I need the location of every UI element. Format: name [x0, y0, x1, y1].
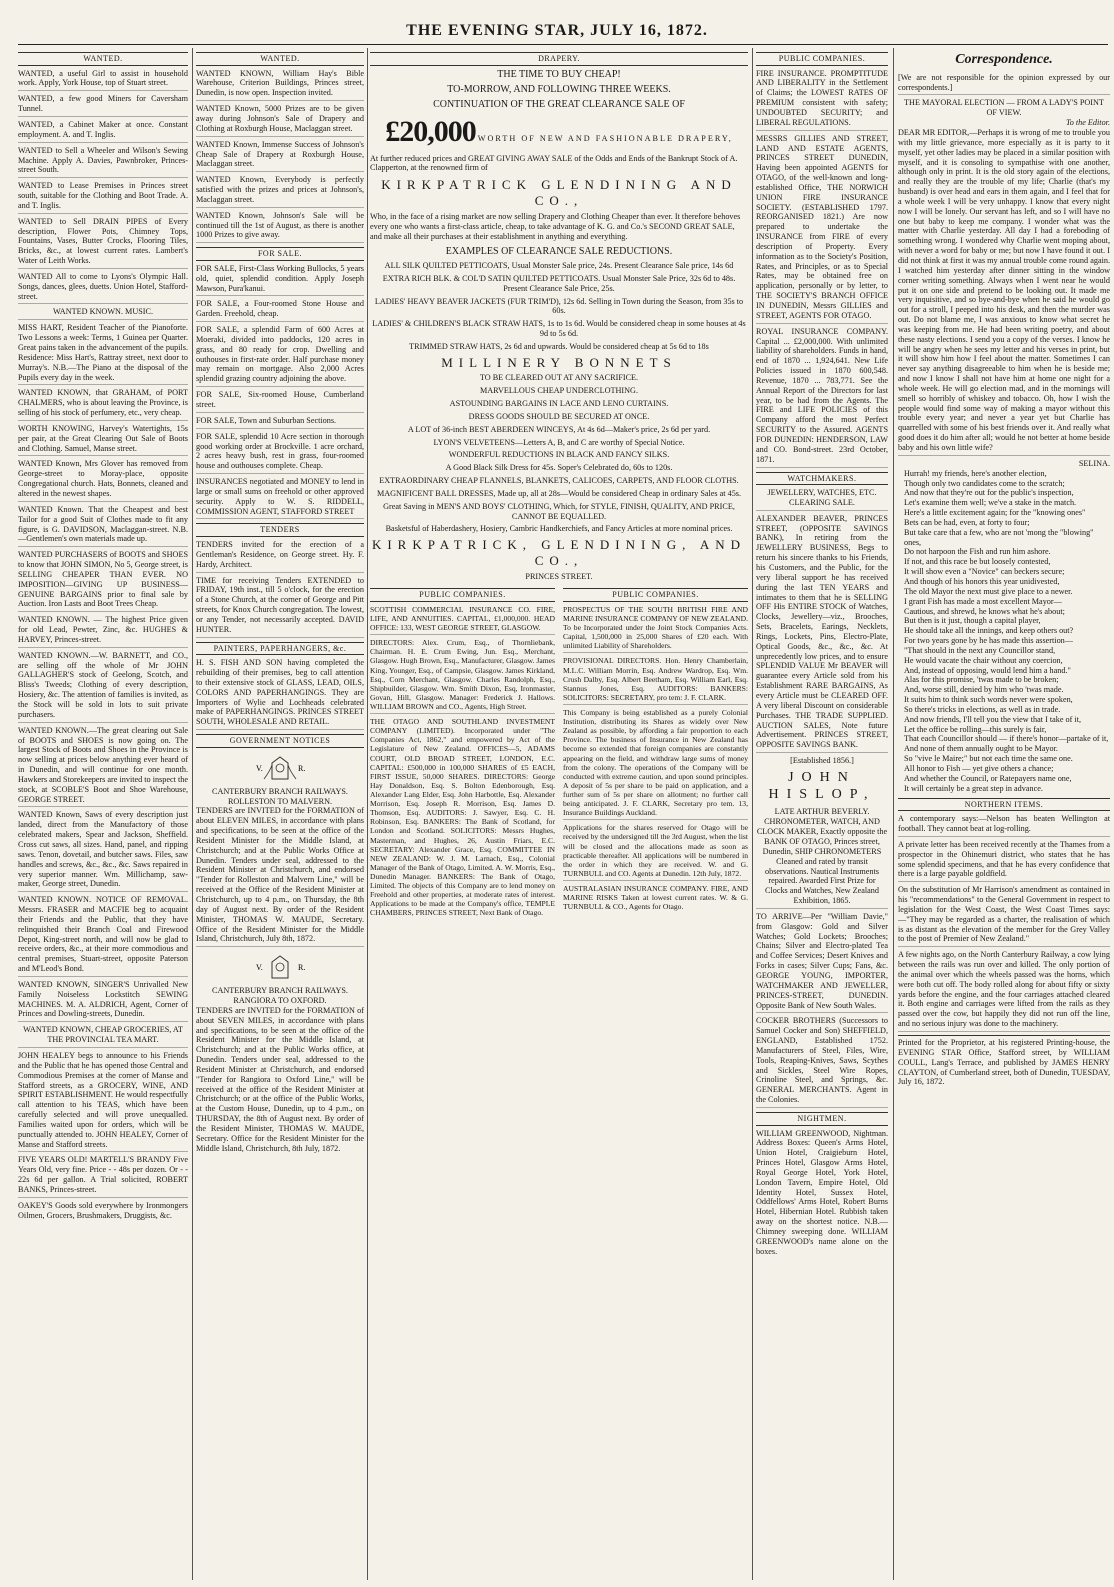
public-companies-right	[563, 584, 748, 922]
insurance-ad: MESSRS GILLIES AND STREET, LAND AND ESTATE AGENTS, PRINCES STREET DUNEDIN, Having been appointed AGENTS for OTAGO, of the well-known and long-established Office, THE NORWICH UNION FIRE INSURANCE SOCIETY. (ESTABLISHED 1797. REORGANISED 1821.) Are now prepared to undertake the INSURANCE from FIRE of every description of Property. Every information as to the Society's Position, Rates, and Principles, or as to Special Rates, may be obtained free on application, personally or by letter, to THE SOCIETY'S BRANCH OFFICE IN DUNEDIN, Messrs GILLIES and STREET, AGENTS FOR OTAGO.	[756, 134, 888, 324]
poem-line: Here's a little excitement again; for the "knowing ones"	[904, 508, 1086, 518]
example-item: TRIMMED STRAW HATS, 2s 6d and upwards. Would be considered cheap at 5s 6d to 18s	[409, 341, 709, 351]
classified-ad: WANTED Known, 5000 Prizes are to be given away during Johnson's Sale of Drapery and Clothing at Roxburgh House, Maclaggan street.	[196, 104, 364, 137]
classified-ad: WANTED KNOWN. MUSIC.	[18, 307, 188, 320]
poem-line: It will show even a "Novice" can beckers secure;	[904, 567, 1065, 577]
column-divider	[752, 48, 753, 1580]
for-sale-ad: INSURANCES negotiated and MONEY to lend in large or small sums on freehold or other approved security. Apply to W. S. RIDDELL, COMMISSION AGENT, STAFFORD STREET	[196, 477, 364, 519]
company-ad: This Company is being established as a purely Colonial Institution, distributing its Shares as widely over New Zealand as possible, by affording a fair proportion to each Province. The business of Insurance in New Zealand has become so extended that foreign companies are constantly appearing on the field, and withdraw large sums of money from the colony. The operations of the Company will be conducted with extreme caution, and upon sound principles. A deposit of 5s per share to be paid on application, and a further sum of 5s per share on allotment; no further call being anticipated. J. F. CLARK, Secretary pro tem. 13, Insurance Buildings Auckland.	[563, 708, 748, 820]
sale-line: WONDERFUL REDUCTIONS IN BLACK AND FANCY SILKS.	[448, 450, 670, 460]
poem-line: So there's tricks in elections, as well as in trade.	[904, 704, 1061, 714]
section-heading: WANTED.	[18, 52, 188, 66]
classified-ad: WANTED, a few good Miners for Caversham Tunnel.	[18, 94, 188, 117]
body-text: At further reduced prices and GREAT GIVING AWAY SALE of the Odds and Ends of the Bankrupt Stock of A. Clapperton, at the renowned firm of	[370, 153, 738, 173]
sale-amount-tail: WORTH OF NEW AND FASHIONABLE DRAPERY,	[477, 133, 733, 143]
sale-line: A LOT of 36-inch BEST ABERDEEN WINCEYS, At 4s 6d—Maker's price, 2s 6d per yard.	[407, 424, 711, 434]
poem-line: He would vacate the chair without any coercion,	[904, 655, 1063, 665]
example-item: EXTRA RICH BLK. & COL'D SATIN QUILTED PETTICOATS. Usual Monster Sale Price, 32s 6d to 48s. Present Clearance Sale Price, 25s.	[382, 273, 736, 293]
poem-line: And now friends, I'll tell you the view that I take of it,	[904, 714, 1082, 724]
letter-signature: SELINA.	[1078, 458, 1110, 468]
for-sale-ad: FOR SALE, splendid 10 Acre section in thorough good working order at Brockville. 1 acre orchard, 2 acres heavy bush, rest in grass, four-roomed house and outhouses complete. Cheap.	[196, 432, 364, 474]
classified-ad: JOHN HEALEY begs to announce to his Friends and the Public that he has opened those Central and Commodious Premises at the corner of Manse and Stafford streets, as a GROCERY, WINE, AND SPIRIT ESTABLISHMENT. He would respectfully call attention to his TEAS, which have been carefully selected and will prove unequalled. Families waited upon for orders, which will be punctually attended to. JOHN HEALEY, Corner of Manse and Stafford streets.	[18, 1051, 188, 1152]
classified-ad: WANTED Known, Johnson's Sale will be continued till the 1st of August, as there is another 1000 Prizes to give away.	[196, 211, 364, 244]
classified-ad: WANTED to Sell DRAIN PIPES of Every description, Flower Pots, Chimney Tops, Fountains, Vases, Butter Crocks, Flooring Tiles, Bricks, &c., at lowest current rates. Lambert's Water of Leith Works.	[18, 217, 188, 269]
poem-line: All honor to Fish — yet give others a chance;	[904, 764, 1054, 774]
government-notice: TENDERS are INVITED for the FORMATION of about SEVEN MILES, in accordance with plans and specifications, to be seen at the office of the Resident Minister for the Middle Island, at Christchurch; and at the Public Works office, at Dunedin. Tenders under seal, addressed to the Resident Minister at Christchurch, and endorsed "Tender for Rangiora to Oxford Line," will be received at the office of the Resident Minister at Christchurch; or at the office of the Public Works, at the Custom House, Dunedin, up to 4 p.m., on THURSDAY, the 8th of August next. By order of the Resident Minister, THOMAS W. MAUDE, Secretary. Office for the Resident Minister for the Middle Island, Christchurch, 8th July, 1872.	[196, 1005, 364, 1153]
poem-line: And none of them annually ought to be Mayor.	[904, 744, 1058, 754]
for-sale-ad: FOR SALE, First-Class Working Bullocks, 5 years old, quiet, splendid condition. Apply Joseph Mawson, Pura'kanui.	[196, 264, 364, 297]
example-item: ALL SILK QUILTED PETTICOATS, Usual Monster Sale price, 24s. Present Clearance Sale price, 14s 6d	[384, 261, 734, 270]
watchmaker-ad: LATE ARTHUR BEVERLY. CHRONOMETER, WATCH, AND CLOCK MAKER, Exactly opposite the BANK OF OTAGO, Princes street, Dunedin, SHIP CHRONOMETERS Cleaned and rated by transit observations. Nautical Instruments repaired. Awarded First Prize for Clocks and Watches, New Zealand Exhibition, 1865.	[756, 807, 888, 908]
poem-line: Hurrah! my friends, here's another election,	[904, 468, 1047, 478]
classified-ad: WANTED All to come to Lyons's Olympic Hall. Songs, dances, glees, duetts. Union Hotel, Stafford-street.	[18, 272, 188, 305]
classified-ad: WANTED KNOWN. NOTICE OF REMOVAL. Messrs. FRASER and MACFIE beg to acquaint their Friends and the Public, that they have relinquished their Branch Coal and Firewood Depot, King-street north, and will now be glad to receive orders, &c., at their more commodious and central premises, Stuart-street, opposite Paterson and M'Leod's Bond.	[18, 895, 188, 977]
notice-heading: CANTERBURY BRANCH RAILWAYS.	[212, 786, 348, 796]
column-divider	[192, 48, 193, 1580]
poem-line: And, instead of opposing, would lend him a hand."	[904, 665, 1071, 675]
section-heading: PUBLIC COMPANIES.	[756, 52, 888, 66]
poem-line: "That should in the next any Councillor stand,	[904, 645, 1056, 655]
classified-ad: WANTED KNOWN, CHEAP GROCERIES, AT THE PROVINCIAL TEA MART.	[18, 1025, 188, 1048]
insurance-ad: FIRE INSURANCE. PROMPTITUDE AND LIBERALITY in the Settlement of Claims; the LOWEST RATES OF PREMIUM consistent with safety; UNDOUBTED SECURITY; and LIBERAL REGULATIONS.	[756, 69, 888, 131]
classified-ad: FIVE YEARS OLD! MARTELL'S BRANDY Five Years Old, very fine. Price - - 48s per dozen. Or - - 22s 6d per gallon. A Trial solicited, ROBERT BANKS, Princes-street.	[18, 1155, 188, 1197]
sale-line: ASTOUNDING BARGAINS IN LACE AND LENO CURTAINS.	[449, 399, 669, 409]
classified-ad: MISS HART, Resident Teacher of the Pianoforte. Two Lessons a week: Terms, 1 Guinea per Quarter. Great pains taken in the advancement of the pupils. Residence: Miss Hart's, Rattray street, next door to Murray's. N.B.—The Piano at the disposal of the Pupils every day in the week.	[18, 323, 188, 385]
firm-name: KIRKPATRICK GLENDINING AND CO.,	[381, 177, 737, 208]
company-ad: AUSTRALASIAN INSURANCE COMPANY. FIRE, AND MARINE RISKS Taken at lowest current rates. W. & G. TURNBULL & CO., Agents for Otago.	[563, 884, 748, 912]
news-item: A few nights ago, on the North Canterbury Railway, a cow lying between the rails was run over and killed. The only portion of the animal over which the wheels passed was the horns, which were both cut off. The body rolled along for about fifty or sixty yards before the engine, and the four carriages attached cleared it. Both engine and carriages were lifted from the rails as they passed over the cow, but happily they did not run off the line, and no serious injury was done to the machinery.	[898, 950, 1110, 1032]
news-item: On the substitution of Mr Harrison's amendment as contained in his "recommendations" to the General Government in respect to legislation for the West Coast, the West Coast Times says:—"They may be regarded as a charter, the realisation of which is as distant as the elevation of the member for the Grey Valley to the post of Premier of New Zealand."	[898, 885, 1110, 947]
poem-line: Bets can be had, even, at forty to four;	[904, 517, 1030, 527]
nightman-ad: WILLIAM GREENWOOD, Nightman. Address Boxes: Queen's Arms Hotel, Union Hotel, Craigieburn Hotel, Princes Hotel, Glasgow Arms Hotel, Royal George Hotel, York Hotel, London Tavern, Empire Hotel, Old Identity Hotel, Sussex Hotel, Oddfellows' Arms Hotel, Robert Burns Hotel, Hibernian Hotel. Rubbish taken away on the shortest notice. N.B.—Chimney sweeping done. WILLIAM GREENWOOD's name alone on the boxes.	[756, 1128, 888, 1256]
svg-text:R.: R.	[298, 963, 306, 973]
for-sale-ad: FOR SALE, a Four-roomed Stone House and Garden. Freehold, cheap.	[196, 299, 364, 322]
section-heading: FOR SALE.	[196, 247, 364, 261]
headline: CONTINUATION OF THE GREAT CLEARANCE SALE OF	[433, 98, 685, 110]
news-item: A contemporary says:—Nelson has beaten Wellington at football. They cannot beat at log-rolling.	[898, 814, 1110, 837]
poem-line: And whether the Council, or Ratepayers name one,	[904, 773, 1072, 783]
poem-line: It will certainly be a great step in advance.	[904, 783, 1043, 793]
column-correspondence	[898, 48, 1110, 1580]
masthead: THE EVENING STAR, JULY 16, 1872.	[406, 22, 708, 39]
poem-line: That each Councillor should — if there's honor—partake of it,	[904, 734, 1109, 744]
public-companies-left	[370, 584, 555, 922]
tender-ad: TIME for receiving Tenders EXTENDED to FRIDAY, 19th inst., till 5 o'clock, for the erection of a Stone Church, at the corner of George and Pitt streets, for Knox Church congregation. The lowest, or any Tender, not necessarily accepted. DAVID HUNTER.	[196, 576, 364, 638]
public-companies-split	[370, 584, 748, 922]
company-ad: DIRECTORS: Alex. Crum, Esq., of Thornliebank, Chairman. H. E. Crum Ewing, Jun. Esq., Merchant, Glasgow. Hugh Brown, Esq., Manufacturer, Glasgow. James King, Younger, Esq., of Campsie, Glasgow. James Kirkland, Esq., Corn Merchant, Glasgow. Charles Randolph, Esq., Shipbuilder, Glasgow. Wm. Smith Dixon, Esq, Ironmaster, Govan, Hill, Glasgow. Manager: Frederick J. Hallows. WILLIAM BROWN and CO., Agents, High Street.	[370, 638, 555, 714]
watchmaker-ad: TO ARRIVE—Per "William Davie," from Glasgow: Gold and Silver Watches; Gold Lockets; Brooches; Chains; Silver and Electro-plated Tea and Coffee Services; Desert Knives and Forks in cases; Silver Cups; Fans, &c. GEORGE YOUNG, IMPORTER, WATCHMAKER AND JEWELLER, PRINCES-STREET, DUNEDIN. Opposite Bank of New South Wales.	[756, 912, 888, 1013]
watchmaker-ad: COCKER BROTHERS (Successors to Samuel Cocker and Son) SHEFFIELD, ENGLAND, Established 1752. Manufacturers of Steel, Files, Wire, Tools, Reaping-Knives, Saws, Scythes and Sickles, Steel Wire Ropes, Crinoline Steel, and Springs, &c. GENERAL MERCHANTS. Agent in the Colonies.	[756, 1016, 888, 1108]
for-sale-ad: FOR SALE, Town and Suburban Sections.	[196, 416, 364, 429]
classified-ad: WANTED Known, Mrs Glover has removed from George-street to Moray-place, opposite Congregational church. Hats, Bonnets, cleaned and altered in the newest shapes.	[18, 459, 188, 501]
sale-line: Basketsful of Haberdashery, Hosiery, Cambric Handkerchiefs, and Fancy Articles at more nominal prices.	[385, 524, 733, 534]
poem-line: Let the office be rolling—this surely is fair,	[904, 724, 1047, 734]
company-ad: PROSPECTUS OF THE SOUTH BRITISH FIRE AND MARINE INSURANCE COMPANY OF NEW ZEALAND. To be Incorporated under the Joint Stock Companies Acts. Capital, 1,500,000 in 25,000 Shares of £20 each. With unlimited Liability of Shareholders.	[563, 605, 748, 654]
classified-ad: WANTED to Lease Premises in Princes street south, suitable for the Clothing and Boot Trade. A. and T. Inglis.	[18, 181, 188, 214]
letter-body: DEAR MR EDITOR,—Perhaps it is wrong of me to trouble you with my little grievance, more especially as it is party to it myself, yet other ladies may be placed in a similar position with myself, and it is consoling to sympathise with one another, although only in print. It is the old story again of the elections, and really they are the trouble of my life; Charlie (that's my husband) is over head and ears in them again, and I feel that for a whole week I will be very unhappy. I know that every night now I will be lonely. Our servant has left, and so I will have no one but baby to keep me company. I wonder what was the matter with Charlie yesterday. All day I had a foreboding of something wrong. I wondered why Charlie went moping about, with never a word for baby or me; but now I have found it out. I did not think at first it was my annual trouble come round again. I watched him yesterday after dinner sitting in the window corner writing something. Always when I went near he would put it on one side and pretend to be looking out. It made me very inquisitive, and so bye-and-bye when he said he would go out for a stroll, I peeped into his desk, and then the murder was out. Do not blame me, I was anxious to know what secret he was keeping from me. He had been writing poetry, and about these nasty elections. I send you a copy of the verses. I know he will be angry when he sees my letter and his verses in print, but it will show him how I feel about the matter. Sometimes I can never say anything disagreeable to him when he is beside me; and now I know I shall not have him at home one night for a whole week. He will go election mad, and in the mornings will smell so horribly of whiskey and tobacco. Oh, how I wish the people would find some way of making a mayor without this trouble every year; and never a year yet but Charlie has quarrelled with some of his best friends over it. And really what good does it do him after all; would he not better at home beside baby and his own little wife?	[898, 128, 1110, 456]
firm-name: KIRKPATRICK, GLENDINING, AND CO.,	[371, 537, 747, 568]
sale-line: MAGNIFICENT BALL DRESSES, Made up, all at 28s—Would be considered Cheap in ordinary Sales at 45s.	[376, 488, 742, 498]
column-divider	[367, 48, 368, 1580]
watchmaker-ad: ALEXANDER BEAVER, PRINCES STREET, (OPPOSITE SAVINGS BANK), In retiring from the JEWELLERY BUSINESS, Begs to return his sincere thanks to his Friends, his Customers, and the Public, for the very liberal support he has received during the last TEN YEARS and intimates to them that he is SELLING OFF His ENTIRE STOCK of Watches, Clocks, Jewellery—viz., Brooches, Sets, Bracelets, Earings, Necklets, Rings, Lockets, Pins, Electro-Plate, Optical Goods, &c., &c., &c. At unprecedently low prices, and to ensure SPLENDID VALUE Mr BEAVER will guarantee every Article sold from his Establishment RARE BARGAINS, As every Article must be CLEARED OFF. A very liberal Discount on considerable Purchases. THE TRADE SUPPLIED. AUCTION SALES, Note future Advertisement. PRINCES STREET, OPPOSITE SAVINGS BANK.	[756, 514, 888, 753]
poem-line: Do not harpoon the Fish and run him ashore.	[904, 547, 1051, 557]
sale-line: A Good Black Silk Dress for 45s. Soper's Celebrated do, 60s to 120s.	[445, 463, 673, 473]
poem-line: I grant Fish has made a most excellent Mayor—	[904, 596, 1062, 606]
headline: THE TIME TO BUY CHEAP!	[497, 68, 621, 80]
poem-line: And though of his honors this year unidivested,	[904, 576, 1060, 586]
tender-ad: TENDERS invited for the erection of a Gentleman's Residence, on George street. Hy. F. Hardy, Architect.	[196, 540, 364, 573]
established-line: [Established 1856.]	[790, 756, 854, 766]
svg-text:V.: V.	[256, 963, 263, 973]
letter-title: THE MAYORAL ELECTION — FROM A LADY'S POINT OF VIEW.	[904, 98, 1104, 118]
classified-ad: WORTH KNOWING, Harvey's Watertights, 15s per pair, at the Great Clearing Out Sale of Boots and Clothing. Samuel, Manse street.	[18, 424, 188, 457]
example-item: LADIES' HEAVY BEAVER JACKETS (FUR TRIM'D), 12s 6d. Selling in Town during the Season, from 35s to 60s.	[374, 296, 744, 316]
sale-line: Great Saving in MEN'S AND BOYS' CLOTHING, Which, for STYLE, FINISH, QUALITY, AND PRICE, CANNOT BE EQUALLED.	[383, 501, 735, 521]
column-divider	[893, 48, 894, 1580]
classified-ad: WANTED Known. That the Cheapest and best Tailor for a good Suit of Clothes made to fit any figure, is G. DAVIDSON, Maclaggan-street. N.B.—Gentlemen's own materials made up.	[18, 505, 188, 547]
news-item: A private letter has been received recently at the Thames from a prospector in the Ohinemuri district, who states that he has some splendid specimens, and that he has every confidence that there is a large payable goldfield.	[898, 840, 1110, 882]
column-wanted-2	[196, 48, 364, 1580]
notice-subheading: ROLLESTON TO MALVERN.	[227, 796, 333, 806]
poem-line: For two years gone by he has made this assertion—	[904, 636, 1073, 646]
royal-crest-icon	[250, 751, 310, 785]
section-heading: TENDERS	[196, 523, 364, 537]
poem-line: Though only two candidates come to the scratch;	[904, 478, 1065, 488]
for-sale-ad: FOR SALE, Six-roomed House, Cumberland street.	[196, 390, 364, 413]
sale-line: LYON'S VELVETEENS—Letters A, B, and C are worthy of Special Notice.	[433, 437, 685, 447]
classified-ad: WANTED PURCHASERS of BOOTS and SHOES to know that JOHN SIMON, No 5, George street, is SELLING CHEAPER THAN EVER. NO IMPOSITION—GIVING UP BUSINESS—GENUINE BARGAINS prior to final sale by Auction. Iron Lasts and Boot Trees Cheap.	[18, 550, 188, 612]
company-ad: THE OTAGO AND SOUTHLAND INVESTMENT COMPANY (LIMITED). Incorporated under "The Companies Act, 1862," and empowered by Act of the Legislature of New Zealand. OFFICES—5, ADAMS COURT, OLD BROAD STREET, LONDON, E.C. CAPITAL: £500,000 in 100,000 SHARES of £5 EACH, FIRST ISSUE, 50,000 SHARES. DIRECTORS: George Hay Donaldson, Esq. S. Bolton Edenborough, Esq. Alexander Lang Elder, Esq. John Harbottle, Esq. Alexander Morrison, Esq. Joseph R. Morrison, Esq. James D. Thomson, Esq. AUDITORS: J. Sawyer, Esq. C. H. Robinson, Esq. BANKERS: The Bank of Scotland, for London and Scotland. SOLICITORS: Messrs Hughes, Masterman, and Hughes, 26, Austin Friars, E.C. SECRETARY: Alexander Grace, Esq. COMMITTEE IN NEW ZEALAND: W. J. M. Larnach, Esq., Colonial Manager of the Bank of Otago, Limited. A. W. Morris, Esq., Dunedin Manager. BANKERS: The Bank of Otago, Limited. The objects of this Company are to lend money on Freehold and other properties, at moderate rates of interest. Applications to be made at the Company's office, TEMPLE CHAMBERS, PRINCES STREET, Next Bank of Otago.	[370, 717, 555, 918]
classified-ad: WANTED, a Cabinet Maker at once. Constant employment. A. and T. Inglis.	[18, 120, 188, 143]
poem-line: If not, and this race be but loosely contested,	[904, 557, 1051, 567]
poem-line: Alas for this promise, 'twas made to be broken;	[904, 675, 1059, 685]
poem-line: Let's examine them well; we've a stake in the match.	[904, 498, 1077, 508]
classified-ad: WANTED Known, Everybody is perfectly satisfied with the prizes and prices at Johnson's, Maclaggan street.	[196, 175, 364, 208]
poem-line: And now that they're out for the public's inspection,	[904, 488, 1074, 498]
classified-ad: WANTED KNOWN. — The highest Price given for old Lead, Pewter, Zinc, &c. HUGHES & HARVEY, Princes-street.	[18, 615, 188, 648]
example-item: LADIES' & CHILDREN'S BLACK STRAW HATS, 1s to 1s 6d. Would be considered cheap in some houses at 4s 9d to 5s 6d.	[372, 319, 746, 339]
company-ad: SCOTTISH COMMERCIAL INSURANCE CO. FIRE, LIFE, AND ANNUITIES. CAPITAL, £1,000,000. HEAD OFFICE: 133, WEST GEORGE STREET, GLASGOW.	[370, 605, 555, 635]
poem-line: It suits him to think such words never were spoken,	[904, 695, 1073, 705]
section-heading: NIGHTMEN.	[756, 1112, 888, 1126]
classified-ad: WANTED KNOWN, that GRAHAM, of PORT CHALMERS, who is about leaving the Province, is selling of his stock of perfumery, etc., very cheap.	[18, 388, 188, 421]
classified-ad: WANTED Known, Saws of every description just landed, direct from the Manufactory of those celebrated makers, Spear and Jackson, Sheffield. Cross cut saws, all sizes. Hand, panel, and ripping saws. Tenon, dovetail, and butcher saws. Files, saw handles and screws, &c., &c., &c. Saws repaired in very superior manner. Wm. Millichamp, saw-maker, George street, Dunedin.	[18, 810, 188, 892]
section-heading: PUBLIC COMPANIES.	[563, 588, 748, 602]
for-sale-ad: FOR SALE, a splendid Farm of 600 Acres at Moeraki, divided into paddocks, 120 acres in grass, and 80 ready for crop. Dwelling and outhouses in first-rate order. Half purchase money may remain on mortgage. Also 2,000 Acres splendid grazing country adjoining the above.	[196, 325, 364, 387]
column-wanted-1	[18, 48, 188, 1580]
poem-line: He should take all the innings, and keep others out?	[904, 626, 1074, 636]
sale-line: EXTRAORDINARY CHEAP FLANNELS, BLANKETS, CALICOES, CARPETS, AND FLOOR CLOTHS.	[379, 476, 739, 486]
classified-ad: WANTED KNOWN.—The great clearing out Sale of BOOTS and SHOES is now going on. The largest Stock of Boots and Shoes in the Province is now selling at prices below anything ever heard of in Dunedin, and will continue for one month. Hawkers and Storekeepers are invited to inspect the stock, at SCOBLE'S Boot and Shoe Warehouse, GEORGE STREET.	[18, 726, 188, 808]
correspondence-title: Correspondence.	[955, 52, 1053, 67]
svg-text:V.: V.	[256, 763, 263, 773]
insurance-ad: ROYAL INSURANCE COMPANY. Capital ... £2,000,000. With unlimited liability of shareholders. Funds in hand, end of 1870 ... 1,924,641. New Life Policies issued in 1870 600,548. Revenue, 1870 ... 783,771. See the Annual Report of the Directors for last year, to be had from the Agents. The FIRE and LIFE POLICIES of this Company afford the most Perfect SECURITY to the Assured. AGENTS FOR DUNEDIN: HENDERSON, LAW and CO. Bond-street. 23rd October, 1871.	[756, 327, 888, 468]
poem-line: But then is it just, though a capital player,	[904, 616, 1041, 626]
section-heading: PUBLIC COMPANIES.	[370, 588, 555, 602]
svg-text:R.: R.	[298, 763, 306, 773]
notice-subheading: RANGIORA TO OXFORD.	[233, 996, 327, 1006]
section-heading: GOVERNMENT NOTICES	[196, 734, 364, 748]
poem	[898, 469, 1110, 794]
classified-ad: WANTED KNOWN, SINGER'S Unrivalled New Family Noiseless Lockstitch SEWING MACHINES. M. A. ALDRICH, Agent, Corner of Princes and Dowling-streets, Dunedin.	[18, 980, 188, 1022]
column-drapery	[370, 48, 748, 1580]
classified-ad: WANTED Known, Immense Success of Johnson's Cheap Sale of Drapery at Roxburgh House, Maclaggan street.	[196, 140, 364, 173]
poem-line: And, worse still, denied by him who 'twas made.	[904, 685, 1064, 695]
section-heading: WANTED.	[196, 52, 364, 66]
section-heading: WATCHMAKERS.	[756, 472, 888, 486]
section-heading: DRAPERY.	[370, 52, 748, 66]
amount-line	[370, 114, 748, 150]
sale-amount: £20,000	[385, 114, 476, 148]
millinery-heading: MILLINERY BONNETS	[441, 354, 677, 370]
body-text: Who, in the face of a rising market are now selling Drapery and Clothing Cheaper than ever. It therefore behoves every one who wants a first-class article, cheap, to take advantage of K. G. and Co.'s SECOND GREAT SALE, and make all their purchases at their establishment in anything and everything.	[370, 212, 741, 242]
headline: TO-MORROW, AND FOLLOWING THREE WEEKS.	[447, 83, 671, 95]
poem-line: Cautious, and shrewd, he knows what he's about;	[904, 606, 1065, 616]
sale-line: DRESS GOODS SHOULD BE SECURED AT ONCE.	[468, 411, 650, 421]
classified-ad: WANTED KNOWN.—W. BARNETT, and CO., are selling off the whole of Mr JOHN GALLAGHER'S stock of Geelong, Scotch, and Bliss's Tweeds; Clothing of every description, Hosiery, &c. The attention of families is invited, as the Stock will be sold in lots to suit private purchasers.	[18, 651, 188, 723]
poem-line: The old Mayor the next must give place to a newer.	[904, 586, 1073, 596]
printer-imprint: Printed for the Proprietor, at his registered Printing-house, the EVENING STAR Office, Stafford street, by WILLIAM COULL, Lang's Terrace, and published by JAMES HENRY CLAYTON, of Cumberland street, both of Dunedin, TUESDAY, July 16, 1872.	[898, 1035, 1110, 1089]
classified-ad: OAKEY'S Goods sold everywhere by Ironmongers Oilmen, Grocers, Brushmakers, Druggists, &c.	[18, 1200, 188, 1220]
firm-address: PRINCES STREET.	[525, 571, 593, 581]
classified-ad: WANTED KNOWN, William Hay's Bible Warehouse, Criterion Buildings, Princes street, Dunedin, is now open. Inspection invited.	[196, 69, 364, 102]
section-heading: NORTHERN ITEMS.	[898, 798, 1110, 812]
sale-line: MARVELLOUS CHEAP UNDERCLOTHING.	[479, 386, 638, 396]
masthead-rule	[18, 44, 1108, 45]
hislop-name: JOHN HISLOP,	[768, 769, 876, 802]
royal-crest-icon	[250, 950, 310, 984]
poem-line: So "vive le Maire;" but not each time the same one.	[904, 754, 1073, 764]
classified-ad: WANTED to Sell a Wheeler and Wilson's Sewing Machine. Apply A. Davies, Pawnbroker, Princes-street South.	[18, 146, 188, 179]
column-public-companies	[756, 48, 888, 1580]
company-ad: Applications for the shares reserved for Otago will be received by the undersigned till the 3rd August, when the list will be closed and the allocations made as soon as practicable thereafter. All applications will be numbered in the order in which they are received. W. and G. TURNBULL and CO. Agents at Dunedin. 12th July, 1872.	[563, 823, 748, 881]
government-notice: TENDERS are INVITED for the FORMATION of about ELEVEN MILES, in accordance with plans and specifications, to be seen at the office of the Resident Minister for the Middle Island, at Christchurch; and at the Public Works Office at Dunedin. Tenders under seal, addressed to the Resident Minister at Christchurch, and endorsed "Tender for Rolleston and Malvern Line," will be received at the Office of the Resident Minister at Christchurch, up to 4 p.m., on Thursday, the 8th day of August next. By order of the Resident Minister, THOMAS W. MAUDE, Secretary. Office of the Resident Minister for the Middle Island, Christchurch, July 8th, 1872.	[196, 806, 364, 947]
notice-heading: CANTERBURY BRANCH RAILWAYS.	[212, 986, 348, 996]
poem-line: But take care that a few, who are not 'mong the "blowing" ones,	[904, 527, 1094, 547]
painters-ad: H. S. FISH AND SON having completed the rebuilding of their premises, beg to call attention to their extensive stock of GLASS, LEAD, OILS, COLORS AND PAPERHANGINGS. They are Importers of Wylie and Lochheads celebrated make of PAPERHANGINGS. PRINCES STREET SOUTH, WHOLESALE AND RETAIL.	[196, 658, 364, 730]
editor-note: [We are not responsible for the opinion expressed by our correspondents.]	[898, 73, 1110, 96]
ads-list	[18, 69, 188, 1223]
watchmaker-ad: JEWELLERY, WATCHES, ETC. CLEARING SALE.	[756, 488, 888, 511]
millinery-sub: TO BE CLEARED OUT AT ANY SACRIFICE.	[479, 373, 639, 383]
letter-salutation: To the Editor.	[1065, 118, 1110, 128]
company-ad: PROVISIONAL DIRECTORS. Hon. Henry Chamberlain, M.L.C. William Morrin, Esq. Andrew Wardrop, Esq. Wm. Crush Dalby, Esq. Albert Beetham, Esq. William Earl, Esq. Stannus Jones, Esq. AUDITORS: BANKERS: SOLICITORS: SECRETARY, pro tem: J. F. CLARK.	[563, 656, 748, 705]
section-heading: PAINTERS, PAPERHANGERS, &c.	[196, 642, 364, 656]
classified-ad: WANTED, a useful Girl to assist in household work. Apply, York House, top of Stuart street.	[18, 69, 188, 92]
subheading: EXAMPLES OF CLEARANCE SALE REDUCTIONS.	[445, 246, 673, 257]
